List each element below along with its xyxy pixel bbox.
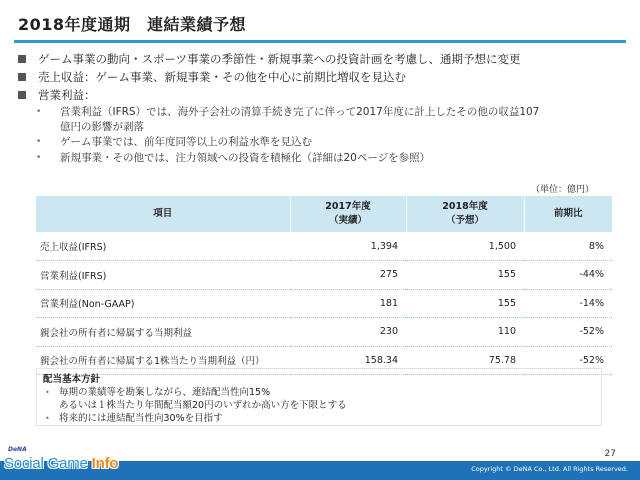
sub-bullet-item (14, 105, 634, 134)
bullet-item (14, 68, 634, 86)
company-logo: DeNA (8, 446, 27, 453)
watermark-main: Social Game (4, 455, 92, 472)
dividend-policy-item (43, 386, 595, 399)
row-label: 親会社の所有者に帰属する当期利益 (40, 327, 193, 339)
bullet-text: ゲーム事業の動向・スポーツ事業の季節性・新規事業への投資計画を考慮し、通期予想に変更 (38, 52, 521, 66)
square-bullet-icon (18, 73, 26, 81)
dot-bullet-icon: • (36, 107, 42, 117)
cell-fy2018: 75.78 (488, 354, 516, 366)
bullet-item (14, 86, 634, 104)
title-divider (14, 40, 626, 43)
header-fy2018-year: 2018年度 (442, 201, 488, 212)
dividend-policy-text: 将来的には連結配当性向30%を目指す (59, 413, 223, 424)
bullet-text: 売上収益：ゲーム事業、新規事業・その他を中心に前期比増収を見込む (38, 70, 406, 84)
sub-bullet-text: ゲーム事業では、前年度同等以上の利益水準を見込む (60, 136, 312, 148)
dot-bullet-icon: • (36, 152, 42, 163)
cell-fy2018: 155 (497, 269, 516, 281)
cell-fy2018: 110 (497, 326, 516, 338)
table-row (36, 318, 612, 347)
table-row (36, 261, 612, 290)
row-label: 売上収益(IFRS) (40, 242, 107, 253)
cell-fy2017: 275 (379, 269, 398, 281)
dividend-policy-text: 毎期の業績等を勘案しながら、連結配当性向15% (59, 387, 271, 398)
header-fy2018-type: （予想） (445, 215, 484, 226)
header-fy2017-year: 2017年度 (325, 201, 371, 212)
header-fy2017 (290, 196, 406, 232)
bullet-list (14, 50, 634, 165)
header-yoy: 前期比 (524, 196, 612, 232)
cell-fy2017: 230 (379, 326, 398, 338)
cell-fy2018: 155 (497, 297, 516, 309)
slide-title: 2018年度通期 連結業績予想 (18, 15, 247, 34)
bullet-text: 営業利益： (38, 88, 96, 102)
square-bullet-icon (18, 55, 26, 63)
table-header-row (36, 196, 612, 232)
header-item: 項目 (36, 196, 290, 232)
watermark-accent: Info (91, 455, 119, 472)
sub-bullet-item (14, 135, 634, 150)
cell-yoy: 8% (588, 240, 604, 252)
square-bullet-icon (18, 91, 26, 99)
dot-bullet-icon: • (45, 388, 50, 397)
sub-bullet-text: 営業利益（IFRS）では、海外子会社の清算手続き完了に伴って2017年度に計上したその他の収益107 (60, 106, 540, 118)
sub-bullet-text: 新規事業・その他では、注力領域への投資を積極化（詳細は20ページを参照） (60, 151, 431, 164)
cell-yoy: -44% (579, 269, 604, 281)
row-label: 営業利益(IFRS) (40, 270, 107, 282)
dividend-policy-box (36, 368, 602, 426)
dot-bullet-icon: • (36, 137, 42, 147)
copyright-text: Copyright © DeNA Co., Ltd. All Rights Reserved. (471, 465, 628, 473)
sub-bullet-continuation: 億円の影響が剥落 (60, 120, 144, 133)
cell-fy2017: 181 (379, 297, 398, 309)
sub-bullet-item (14, 151, 634, 166)
cell-fy2017: 158.34 (364, 354, 398, 366)
bullet-item (14, 50, 634, 68)
header-fy2018 (406, 196, 524, 232)
watermark (4, 455, 118, 472)
cell-yoy: -14% (579, 297, 604, 309)
cell-fy2017: 1,394 (370, 240, 398, 252)
table-row (36, 289, 612, 318)
row-label: 親会社の所有者に帰属する1株当たり当期利益（円） (40, 356, 265, 368)
dot-bullet-icon: • (45, 414, 50, 423)
dividend-policy-item (43, 412, 595, 425)
cell-yoy: -52% (579, 354, 604, 366)
row-label: 営業利益(Non-GAAP) (40, 299, 135, 311)
dividend-policy-continuation: あるいは１株当たり年間配当額20円のいずれか高い方を下限とする (59, 400, 347, 411)
page-number: 27 (604, 449, 616, 459)
table-row (36, 232, 612, 261)
header-fy2017-type: （実績） (328, 215, 367, 226)
cell-yoy: -52% (579, 326, 604, 338)
dividend-policy-title: 配当基本方針 (43, 374, 101, 385)
forecast-table (36, 196, 612, 375)
unit-note: （単位：億円） (530, 185, 594, 195)
cell-fy2018: 1,500 (488, 240, 516, 252)
